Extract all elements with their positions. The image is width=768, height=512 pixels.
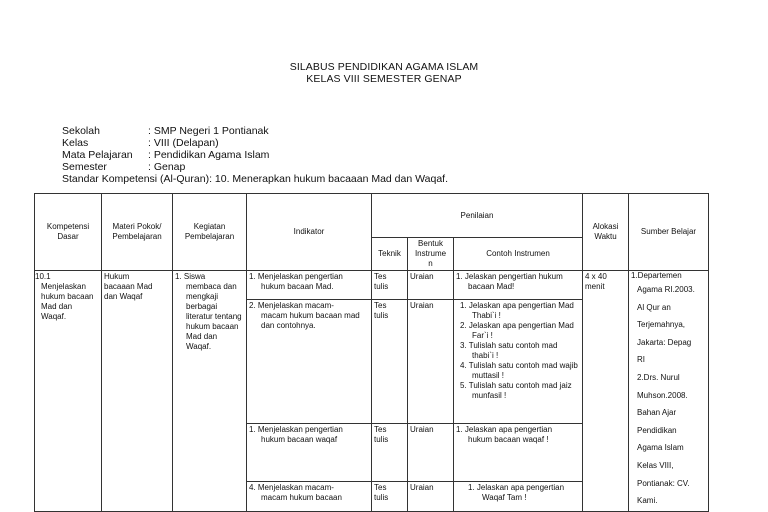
contoh-cell (454, 482, 583, 512)
kelas-value: : VIII (Delapan) (148, 137, 219, 149)
header-kompetensi-dasar (35, 194, 102, 271)
bentuk-cell: Uraian (408, 482, 454, 512)
contoh-line: 1. Jelaskan apa pengertian Mad (460, 301, 574, 311)
alokasi-line: 4 x 40 (585, 272, 607, 281)
syllabus-table (34, 193, 709, 512)
indikator-cell (247, 482, 372, 512)
sumber-line: Kami. (637, 496, 658, 506)
header-alokasi (583, 194, 629, 271)
contoh-line: 5. Tulislah satu contoh mad jaiz (460, 381, 572, 391)
indikator-line: macam hukum bacaan (261, 493, 342, 503)
header-contoh: Contoh Instrumen (454, 238, 583, 271)
sumber-line: Agama Islam (637, 443, 684, 453)
teknik-line: tulis (374, 311, 389, 321)
teknik-line: Tes (374, 483, 387, 493)
sekolah-label: Sekolah (62, 125, 100, 137)
kegiatan-line: berbagai (186, 302, 218, 311)
sumber-line: 2.Drs. Nurul (637, 372, 680, 382)
identity-block (62, 125, 448, 185)
contoh-line: Waqaf Tam ! (482, 493, 527, 503)
header-sumber: Sumber Belajar (629, 194, 709, 271)
teknik-line: Tes (374, 272, 387, 281)
teknik-cell (372, 271, 408, 300)
contoh-line: 2. Jelaskan apa pengertian Mad (460, 321, 574, 331)
materi-line: dan Waqaf (104, 292, 143, 301)
teknik-line: Tes (374, 301, 387, 311)
sumber-line: Pontianak: CV. (637, 478, 690, 488)
mapel-value: : Pendidikan Agama Islam (148, 149, 270, 161)
sekolah-value: : SMP Negeri 1 Pontianak (148, 125, 269, 137)
indikator-line: hukum bacaan Mad. (261, 282, 334, 291)
header-kegiatan-line: Kegiatan (193, 222, 226, 231)
teknik-line: tulis (374, 493, 389, 503)
contoh-cell (454, 300, 583, 424)
semester-value: : Genap (148, 161, 186, 173)
contoh-line: hukum bacaan waqaf ! (468, 435, 549, 445)
header-kd-line: Kompetensi (46, 222, 90, 231)
kd-line: Waqaf. (41, 312, 67, 321)
header-alokasi-line: Alokasi (592, 222, 619, 231)
header-materi-line: Pembelajaran (112, 232, 162, 241)
kegiatan-line: 1. Siswa (175, 272, 206, 281)
header-kd-line: Dasar (57, 232, 79, 241)
sumber-line: Pendidikan (637, 425, 677, 435)
bentuk-cell: Uraian (408, 300, 454, 424)
kegiatan-line: mengkaji (186, 292, 219, 301)
contoh-line: 1. Jelaskan apa pengertian (456, 425, 553, 435)
header-bentuk (408, 238, 454, 271)
indikator-line: 1. Menjelaskan pengertian (249, 425, 343, 435)
kd-line: hukum bacaan (41, 292, 94, 301)
sumber-line: 1.Departemen (631, 271, 682, 280)
info-row-mapel (62, 149, 448, 161)
kegiatan-line: hukum bacaan (186, 322, 239, 331)
bentuk-cell: Uraian (408, 271, 454, 300)
header-bentuk-line: Bentuk (418, 239, 443, 248)
kegiatan-line: Mad dan (186, 332, 218, 341)
header-alokasi-line: Waktu (594, 232, 617, 241)
alokasi-cell (583, 271, 629, 512)
kegiatan-line: membaca dan (186, 282, 237, 291)
indikator-line: 2. Menjelaskan macam- (249, 301, 334, 311)
semester-label: Semester (62, 161, 107, 173)
teknik-line: tulis (374, 282, 389, 291)
header-penilaian: Penilaian (372, 194, 583, 238)
sumber-line: Terjemahnya, (637, 320, 686, 330)
sumber-line: Agama RI.2003. (637, 285, 695, 294)
teknik-cell (372, 300, 408, 424)
header-indikator: Indikator (247, 194, 372, 271)
sumber-line: RI (637, 355, 645, 365)
indikator-line: hukum bacaan waqaf (261, 435, 338, 445)
materi-cell (102, 271, 173, 512)
sumber-line: Muhson.2008. (637, 390, 688, 400)
sumber-cell (629, 271, 709, 512)
header-teknik: Teknik (372, 238, 408, 271)
table-row (35, 271, 709, 300)
kd-line: Menjelaskan (41, 282, 86, 291)
header-kegiatan (173, 194, 247, 271)
header-materi-line: Materi Pokok/ (112, 222, 162, 231)
info-row-semester (62, 161, 448, 173)
header-bentuk-line: n (428, 259, 433, 268)
contoh-line: 3. Tulislah satu contoh mad (460, 341, 558, 351)
teknik-cell (372, 482, 408, 512)
contoh-line: Far`i ! (472, 331, 493, 341)
teknik-cell (372, 424, 408, 482)
contoh-line: thabi`i ! (472, 351, 499, 361)
teknik-line: tulis (374, 435, 389, 445)
contoh-line: 4. Tulislah satu contoh mad wajib (460, 361, 578, 371)
bentuk-cell: Uraian (408, 424, 454, 482)
header-bentuk-line: Instrume (414, 249, 447, 258)
indikator-cell (247, 271, 372, 300)
contoh-line: munfasil ! (472, 391, 507, 401)
kegiatan-line: Waqaf. (186, 342, 212, 351)
sumber-line: Jakarta: Depag (637, 337, 692, 347)
contoh-line: 1. Jelaskan pengertian hukum (456, 272, 563, 281)
indikator-cell (247, 424, 372, 482)
standar-kompetensi: Standar Kompetensi (Al-Quran): 10. Menerapkan hukum bacaaan Mad dan Waqaf. (62, 173, 448, 185)
contoh-line: muttasil ! (472, 371, 505, 381)
sumber-line: Al Qur an (637, 302, 671, 312)
materi-line: bacaaan Mad (104, 282, 153, 291)
indikator-line: macam hukum bacaan mad (261, 311, 360, 321)
contoh-line: 1. Jelaskan apa pengertian (468, 483, 565, 493)
kegiatan-cell (173, 271, 247, 512)
teknik-line: Tes (374, 425, 387, 435)
materi-line: Hukum (104, 272, 130, 281)
header-kegiatan-line: Pembelajaran (184, 232, 235, 241)
contoh-cell (454, 424, 583, 482)
document-subtitle: KELAS VIII SEMESTER GENAP (306, 73, 462, 85)
sumber-line: Bahan Ajar (637, 408, 677, 418)
kd-line: Mad dan (41, 302, 73, 311)
mapel-label: Mata Pelajaran (62, 149, 133, 161)
info-row-kelas (62, 137, 448, 149)
indikator-cell (247, 300, 372, 424)
kd-cell (35, 271, 102, 512)
document-title: SILABUS PENDIDIKAN AGAMA ISLAM (289, 61, 479, 73)
alokasi-line: menit (585, 282, 605, 291)
indikator-line: 4. Menjelaskan macam- (249, 483, 334, 493)
header-materi (102, 194, 173, 271)
indikator-line: 1. Menjelaskan pengertian (249, 272, 343, 281)
contoh-cell (454, 271, 583, 300)
contoh-line: bacaan Mad! (468, 282, 515, 291)
kegiatan-line: literatur tentang (186, 312, 242, 321)
indikator-line: dan contohnya. (261, 321, 316, 331)
info-row-sekolah (62, 125, 448, 137)
sumber-line: Kelas VIII, (637, 460, 674, 470)
kelas-label: Kelas (62, 137, 89, 149)
contoh-line: Thabi`i ! (472, 311, 501, 321)
kd-line: 10.1 (35, 272, 51, 281)
